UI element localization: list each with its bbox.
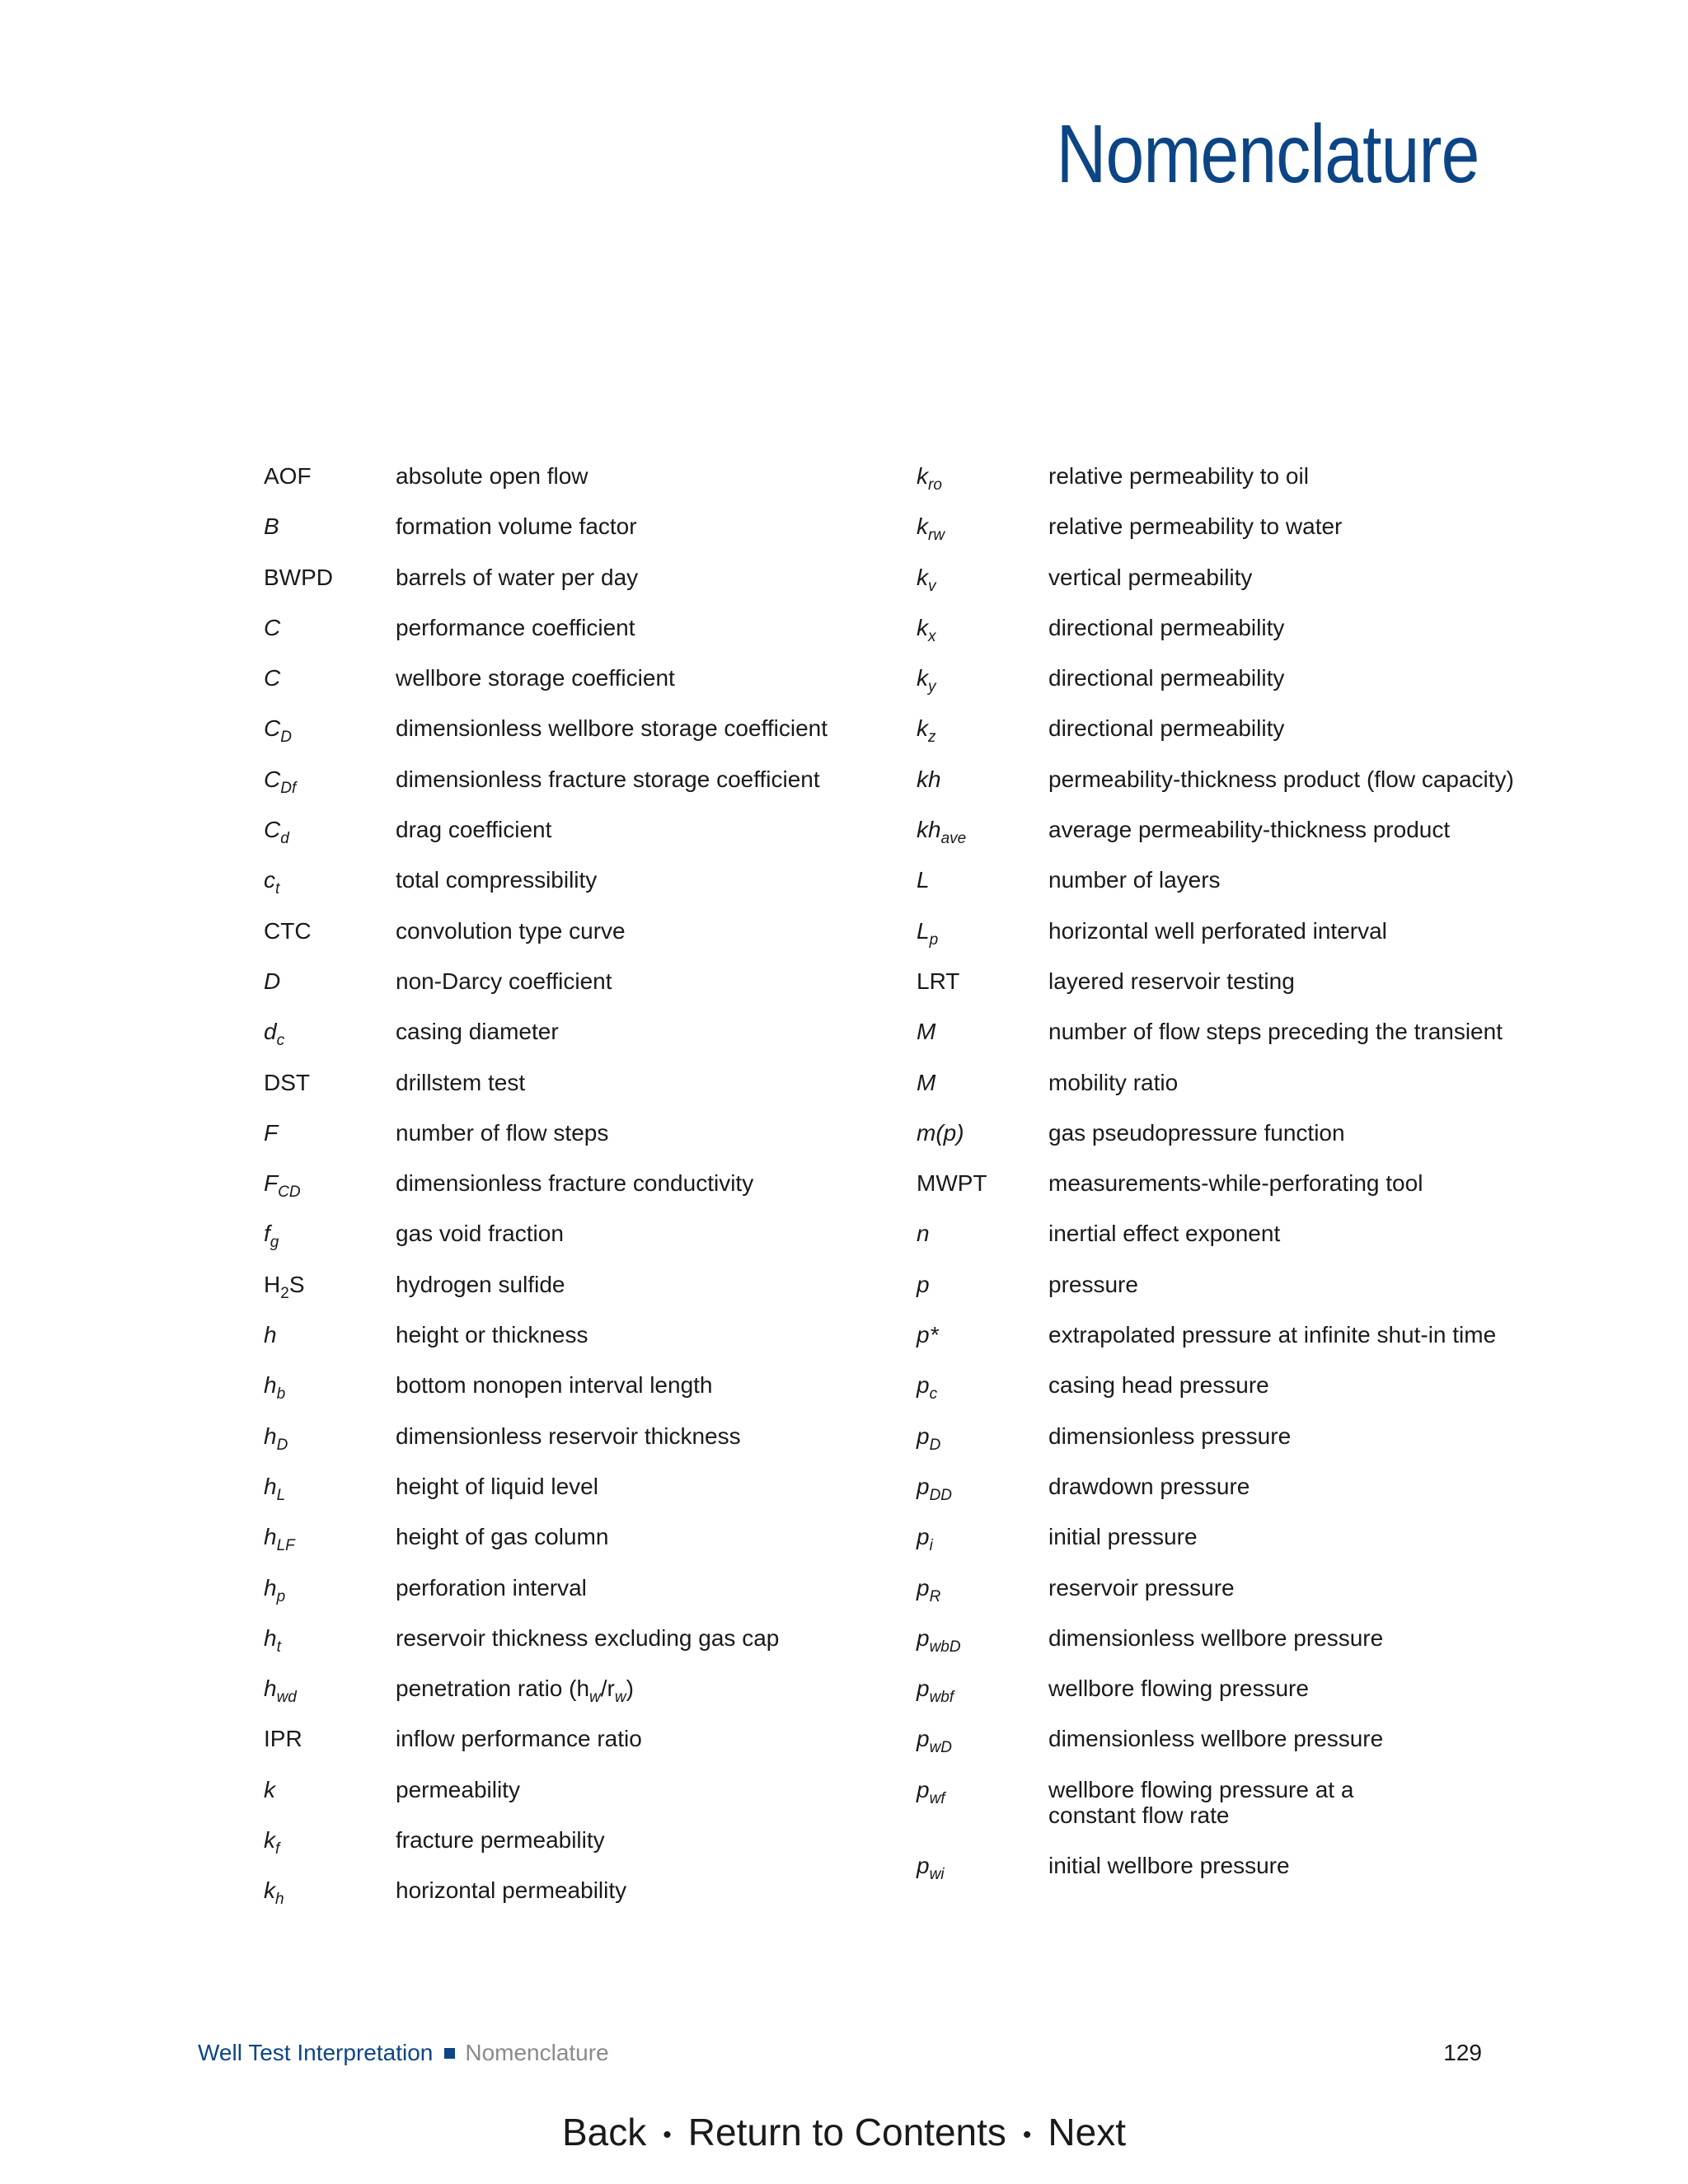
list-item [264, 1070, 890, 1120]
list-item [264, 1625, 890, 1675]
symbol: $C_D$ [264, 715, 292, 747]
definition: number of flow steps [396, 1119, 609, 1146]
symbol: $L_p$ [917, 917, 939, 949]
list-item [917, 1524, 1518, 1574]
list-item [264, 1474, 890, 1524]
list-item [917, 1474, 1518, 1524]
symbol: $f_g$ [264, 1221, 279, 1252]
nomenclature-right-column [917, 463, 1518, 1903]
definition: dimensionless reservoir thickness [396, 1422, 741, 1449]
list-item [264, 1272, 890, 1322]
symbol: $k_z$ [917, 715, 936, 747]
symbol: $h_D$ [264, 1422, 288, 1454]
symbol: $k_{rw}$ [917, 513, 945, 545]
list-item [264, 1777, 890, 1827]
definition: performance coefficient [396, 614, 635, 640]
list-item [264, 615, 890, 665]
footer-section: Nomenclature [465, 2040, 609, 2065]
definition: casing diameter [396, 1019, 559, 1045]
list-item [917, 665, 1518, 715]
footer-breadcrumb [198, 2040, 609, 2066]
square-bullet-icon [444, 2048, 455, 2059]
symbol: IPR [264, 1726, 302, 1752]
definition: casing head pressure [1048, 1372, 1269, 1399]
definition: formation volume factor [396, 513, 637, 540]
definition: wellbore flowing pressure [1048, 1675, 1309, 1702]
symbol: $p_R$ [917, 1574, 941, 1605]
definition: height of liquid level [396, 1473, 598, 1499]
definition: bottom nonopen interval length [396, 1372, 713, 1399]
symbol: $h_b$ [264, 1372, 286, 1404]
list-item [264, 1524, 890, 1574]
symbol: p* [917, 1322, 939, 1348]
list-item [264, 867, 890, 917]
symbol: $d_c$ [264, 1019, 285, 1050]
definition: drillstem test [396, 1069, 526, 1095]
definition: layered reservoir testing [1048, 968, 1295, 994]
symbol: $C_d$ [264, 817, 289, 848]
definition: drag coefficient [396, 817, 552, 843]
list-item [264, 1170, 890, 1221]
list-item [264, 968, 890, 1019]
symbol: $F_{CD}$ [264, 1170, 301, 1202]
symbol: MWPT [917, 1170, 987, 1197]
definition: non-Darcy coefficient [396, 968, 612, 994]
symbol: k [264, 1776, 275, 1802]
list-item [917, 1221, 1518, 1271]
definition: wellbore flowing pressure at a constant flow rate [1048, 1776, 1354, 1828]
definition: relative permeability to water [1048, 513, 1343, 540]
definition: dimensionless fracture conductivity [396, 1170, 754, 1197]
footer-book-title: Well Test Interpretation [198, 2040, 434, 2065]
definition: height or thickness [396, 1322, 588, 1348]
definition: dimensionless wellbore storage coefficient [396, 715, 828, 742]
symbol: $C_{Df}$ [264, 766, 297, 797]
symbol: C [264, 614, 281, 640]
definition: number of layers [1048, 867, 1221, 893]
symbol: $p_i$ [917, 1524, 933, 1555]
symbol: $h_t$ [264, 1624, 281, 1656]
list-item [917, 1726, 1518, 1776]
definition: drawdown pressure [1048, 1473, 1250, 1499]
list-item [264, 1827, 890, 1877]
list-item [917, 867, 1518, 917]
list-item [917, 1675, 1518, 1726]
definition: horizontal well perforated interval [1048, 917, 1387, 944]
definition: initial wellbore pressure [1048, 1852, 1290, 1878]
definition: convolution type curve [396, 917, 626, 944]
definition: horizontal permeability [396, 1877, 627, 1904]
definition: permeability [396, 1776, 520, 1802]
definition: number of flow steps preceding the transient [1048, 1019, 1503, 1045]
definition: vertical permeability [1048, 564, 1253, 590]
definition: gas void fraction [396, 1221, 564, 1247]
list-item [917, 817, 1518, 867]
list-item [264, 513, 890, 564]
list-item [917, 463, 1518, 513]
definition: dimensionless wellbore pressure [1048, 1624, 1384, 1651]
symbol: D [264, 968, 281, 994]
symbol: $h_{wd}$ [264, 1675, 297, 1707]
list-item [917, 1372, 1518, 1422]
symbol: C [264, 665, 281, 691]
list-item [264, 715, 890, 766]
next-link[interactable]: Next [1048, 2111, 1126, 2154]
definition: mobility ratio [1048, 1069, 1179, 1095]
symbol: $H_2S$ [264, 1271, 305, 1302]
definition: wellbore storage coefficient [396, 665, 675, 691]
definition: permeability-thickness product (flow capacity) [1048, 766, 1514, 792]
definition: perforation interval [396, 1574, 587, 1601]
symbol: $h_p$ [264, 1574, 286, 1605]
symbol: $h_{LF}$ [264, 1524, 295, 1555]
definition: extrapolated pressure at infinite shut-in time [1048, 1322, 1497, 1348]
symbol: $kh_{ave}$ [917, 817, 967, 848]
symbol: AOF [264, 463, 312, 489]
definition: dimensionless pressure [1048, 1422, 1292, 1449]
definition: dimensionless fracture storage coefficient [396, 766, 820, 792]
list-item [917, 1625, 1518, 1675]
definition: average permeability-thickness product [1048, 817, 1451, 843]
symbol: $p_{wbD}$ [917, 1624, 961, 1656]
symbol: $k_{ro}$ [917, 463, 942, 494]
symbol: BWPD [264, 564, 333, 590]
symbol: $p_{wf}$ [917, 1776, 945, 1807]
symbol: $k_h$ [264, 1877, 284, 1909]
list-item [917, 1019, 1518, 1069]
list-item [264, 817, 890, 867]
definition: reservoir pressure [1048, 1574, 1235, 1601]
list-item [264, 918, 890, 968]
definition: height of gas column [396, 1524, 609, 1550]
list-item [264, 1726, 890, 1776]
symbol: $p_{DD}$ [917, 1473, 953, 1504]
symbol: M [917, 1069, 936, 1095]
list-item [917, 1853, 1518, 1903]
list-item [917, 1170, 1518, 1221]
symbol: n [917, 1221, 930, 1247]
symbol: p [917, 1271, 930, 1297]
symbol: B [264, 513, 279, 540]
definition: dimensionless wellbore pressure [1048, 1726, 1384, 1752]
list-item [917, 968, 1518, 1019]
symbol: $k_x$ [917, 614, 936, 645]
definition: inflow performance ratio [396, 1726, 642, 1752]
definition: initial pressure [1048, 1524, 1198, 1550]
list-item [264, 1221, 890, 1271]
list-item [264, 1322, 890, 1372]
definition: total compressibility [396, 867, 598, 893]
symbol: M [917, 1019, 936, 1045]
list-item [917, 615, 1518, 665]
list-item [917, 1322, 1518, 1372]
definition: relative permeability to oil [1048, 463, 1309, 489]
list-item [264, 1575, 890, 1625]
page-title: Nomenclature [1057, 108, 1479, 200]
list-item [264, 1423, 890, 1474]
definition: gas pseudopressure function [1048, 1119, 1345, 1146]
symbol: $p_{wi}$ [917, 1852, 945, 1883]
definition: directional permeability [1048, 715, 1285, 742]
list-item [264, 1372, 890, 1422]
symbol: DST [264, 1069, 310, 1095]
symbol: F [264, 1119, 279, 1146]
list-item [917, 1120, 1518, 1170]
definition: directional permeability [1048, 665, 1285, 691]
symbol: $k_y$ [917, 665, 936, 696]
list-item [264, 1019, 890, 1069]
symbol: CTC [264, 917, 312, 944]
list-item [917, 1575, 1518, 1625]
list-item [917, 565, 1518, 615]
symbol: L [917, 867, 930, 893]
list-item [264, 1877, 890, 1928]
symbol: h [264, 1322, 277, 1348]
symbol: m(p) [917, 1119, 964, 1146]
list-item [917, 1272, 1518, 1322]
list-item [917, 1777, 1518, 1853]
list-item [264, 565, 890, 615]
nav-separator: • [1022, 2121, 1032, 2149]
list-item [264, 463, 890, 513]
definition: measurements-while-perforating tool [1048, 1170, 1423, 1197]
definition: directional permeability [1048, 614, 1285, 640]
symbol: $p_c$ [917, 1372, 938, 1404]
definition: pressure [1048, 1271, 1138, 1297]
list-item [264, 1120, 890, 1170]
definition: penetration ratio $(h_w/r_w)$ [396, 1675, 634, 1707]
nomenclature-left-column [264, 463, 890, 1929]
definition: reservoir thickness excluding gas cap [396, 1624, 780, 1651]
symbol: kh [917, 766, 941, 792]
nav-separator: • [663, 2121, 672, 2149]
page-navigation [0, 2110, 1688, 2154]
definition: barrels of water per day [396, 564, 639, 590]
list-item [264, 1675, 890, 1726]
symbol: $h_L$ [264, 1473, 286, 1504]
symbol: LRT [917, 968, 960, 994]
list-item [917, 1070, 1518, 1120]
symbol: $k_v$ [917, 564, 936, 595]
symbol: $p_{wbf}$ [917, 1675, 954, 1707]
list-item [917, 513, 1518, 564]
return-to-contents-link[interactable]: Return to Contents [687, 2111, 1006, 2154]
list-item [917, 715, 1518, 766]
symbol: $p_D$ [917, 1422, 941, 1454]
definition: hydrogen sulfide [396, 1271, 565, 1297]
back-link[interactable]: Back [562, 2111, 647, 2154]
list-item [917, 918, 1518, 968]
symbol: $p_{wD}$ [917, 1726, 953, 1757]
list-item [917, 1423, 1518, 1474]
definition: fracture permeability [396, 1827, 605, 1854]
definition: absolute open flow [396, 463, 588, 489]
page-footer [198, 2040, 1482, 2066]
symbol: $c_t$ [264, 867, 280, 898]
list-item [264, 665, 890, 715]
definition: inertial effect exponent [1048, 1221, 1281, 1247]
page-number: 129 [1443, 2040, 1482, 2065]
list-item [264, 766, 890, 817]
list-item [917, 766, 1518, 817]
symbol: $k_f$ [264, 1827, 280, 1858]
